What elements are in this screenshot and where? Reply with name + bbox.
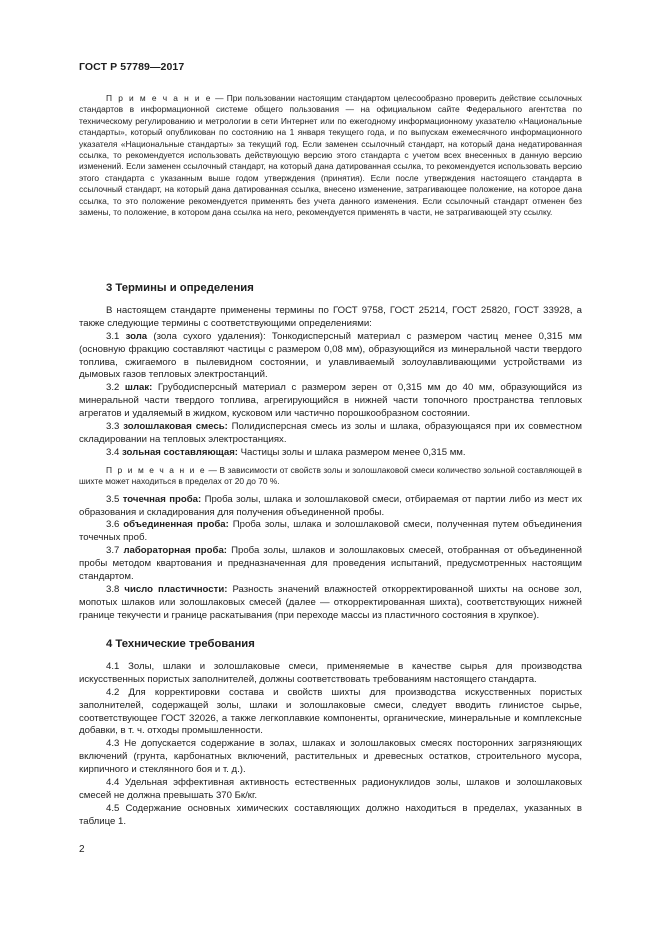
document-header: ГОСТ Р 57789—2017 (79, 61, 185, 73)
req-4-4: 4.4 Удельная эффективная активность естественных радионуклидов золы, шлаков и золошлаковых смесей не должна превышать 370 Бк/кг. (79, 777, 582, 801)
section-4 (79, 638, 582, 829)
page-number: 2 (79, 844, 85, 855)
reference-note (79, 93, 582, 218)
note-text: — При пользовании настоящим стандартом целесообразно проверить действие ссылочных стандартов в информационной системе общего пользования — на официальном сайте Федерального агентства по техническому регулированию и метрологии в сети Интернет или по ежегодному информационному указателю «Национальные стандарты», который опубликован по состоянию на 1 января текущего года, и по выпускам ежемесячного информационного указателя «Национальные стандарты» за текущий год. Если заменен ссылочный стандарт, на который дана недатированная ссылка, то рекомендуется использовать действующую версию этого стандарта с учетом всех внесенных в данную версию изменений. Если заменен ссылочный стандарт, на который дана датированная ссылка, то рекомендуется использовать версию этого стандарта с указанным выше годом утверждения (принятия). Если после утверждения настоящего стандарта в ссылочный стандарт, на который дана датированная ссылка, внесено изменение, затрагивающее положение, на которое дана ссылка, то это положение рекомендуется применять без учета данного изменения. Если ссылочный стандарт отменен без замены, то положение, в котором дана ссылка на него, рекомендуется применять в части, не затрагивающей эту ссылку. (79, 93, 582, 218)
term-3-5: 3.5 точечная проба: Проба золы, шлака и золошлаковой смеси, отбираемая от партии либо из мест их образования и складирования для получения объединенной пробы. (79, 493, 582, 518)
term-3-1: 3.1 зола (зола сухого удаления): Тонкодисперсный материал с размером частиц менее 0,315 мм (основную фракцию составляют частицы с размером 0,08 мм), образующийся из минеральной части твердого топлива, сжигаемого в пылевидном состоянии, и улавливаемый золоулавливающими устройствами из дымовых газов тепловых электростанций. (79, 330, 582, 381)
req-4-1: 4.1 Золы, шлаки и золошлаковые смеси, применяемые в качестве сырья для производства искусственных пористых заполнителей, должны соответствовать требованиям настоящего стандарта. (79, 660, 582, 685)
term-3-2: 3.2 шлак: Грубодисперсный материал с размером зерен от 0,315 мм до 40 мм, образующийся из минеральной части твердого топлива, агрегирующийся в нижней части топочного пространства тепловых агрегатов и удаляемый в жидком, кусковом или частично порошкообразном состоянии. (79, 382, 582, 420)
section-4-title: 4 Технические требования (106, 638, 255, 650)
term-3-7: 3.7 лабораторная проба: Проба золы, шлаков и золошлаковых смесей, отобранная от объединенной пробы методом квартования и предназначенная для проведения испытаний, предусмотренных настоящим стандартом. (79, 545, 582, 583)
term-3-8: 3.8 число пластичности: Разность значений влажностей откорректированной шихты на основе зол, мопотых шлаков или золошлаковых смесей (далее — откорректированная шихта), соответствующих нижней границе текучести и границе раскатывания (при переходе массы из пластичного состояния в хрупкое). (79, 583, 582, 621)
req-4-3: 4.3 Не допускается содержание в золах, шлаках и золошлаковых смесях посторонних загрязняющих включений (грунта, карбонатных включений, растительных и древесных остатков, строительного мусора, кирпичного и стеклянного боя и т. д.). (79, 738, 582, 776)
section-3 (79, 282, 582, 623)
term-3-4: 3.4 зольная составляющая: Частицы золы и шлака размером менее 0,315 мм. (106, 446, 466, 458)
req-4-5: 4.5 Содержание основных химических составляющих должно находиться в пределах, указанных в таблице 1. (79, 802, 582, 827)
section-3-title: 3 Термины и определения (106, 282, 254, 294)
term-3-6: 3.6 объединенная проба: Проба золы, шлака и золошлаковой смеси, полученная путем объединения точечных проб. (79, 519, 582, 544)
term-note: П р и м е ч а н и е — В зависимости от свойств золы и золошлаковой смеси количество зольной составляющей в шихте может находиться в пределах от 20 до 70 %. (79, 464, 582, 487)
note-label: П р и м е ч а н и е (106, 93, 212, 103)
section-3-intro: В настоящем стандарте применены термины по ГОСТ 9758, ГОСТ 25214, ГОСТ 25820, ГОСТ 33928, а также следующие термины с соответствующими определениями: (79, 304, 582, 329)
req-4-2: 4.2 Для корректировки состава и свойств шихты для производства искусственных пористых заполнителей, содержащей золы, шлаки и золошлаковые смеси, следует вводить глинистое сырье, соответствующее ГОСТ 32026, а также легкоплавкие компоненты, органические, минеральные и комплексные добавки, в т. ч. отходы промышленности. (79, 686, 582, 737)
term-3-3: 3.3 золошлаковая смесь: Полидисперсная смесь из золы и шлака, образующаяся при их совместном складировании на тепловых электростанциях. (79, 421, 582, 445)
